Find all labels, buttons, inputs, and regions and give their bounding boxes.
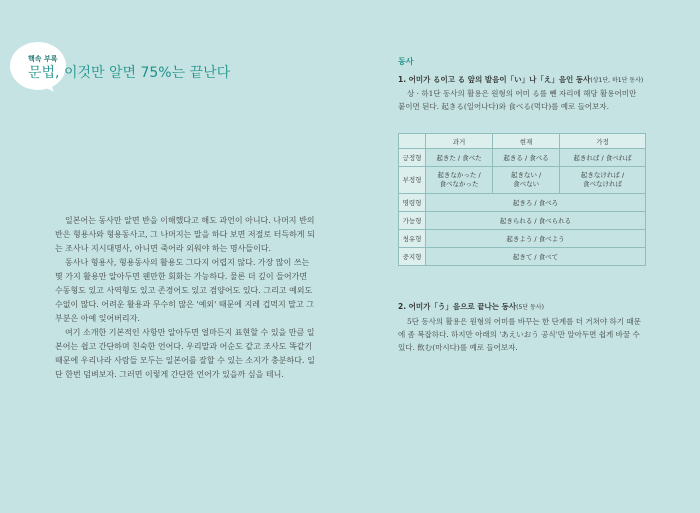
heading-1 bbox=[398, 74, 643, 85]
table-header-row bbox=[399, 134, 646, 149]
cell-line: 食べなければ bbox=[583, 180, 623, 188]
table-cell bbox=[493, 167, 560, 194]
cell-line: 起きなかった / bbox=[437, 171, 481, 179]
body-paragraph: 일본어는 동사만 알면 반을 이해했다고 해도 과언이 아니다. 나머지 반의 반은 형용사와 형용동사고, 그 나머지는 말을 하다 보면 저절로 터득하게 되는 조사나 지시대명사, 아니면 죽어라 외워야 하는 명사들이다. bbox=[55, 216, 315, 253]
table-cell: 起きよう / 食べよう bbox=[426, 230, 646, 248]
table-header-cell bbox=[399, 134, 426, 149]
left-body-text bbox=[55, 214, 317, 382]
row-label: 긍정형 bbox=[399, 149, 426, 167]
table-row bbox=[399, 248, 646, 266]
cell-line: 食べない bbox=[513, 180, 540, 188]
table-header-cell: 가정 bbox=[560, 134, 646, 149]
table-row bbox=[399, 149, 646, 167]
table-row bbox=[399, 230, 646, 248]
body-paragraph: 여기 소개한 기본적인 사항만 알아두면 얼마든지 표현할 수 있을 만큼 일본어는 쉽고 간단하며 친숙한 언어다. 우리말과 어순도 같고 조사도 똑같기 때문에 우리나라 사람들 모두는 일본어를 잘할 수 있는 소지가 충분하다. 일단 한번 덤벼보자. 그러면 이렇게 간단한 언어가 있을까 싶을 테니. bbox=[55, 328, 315, 379]
row-label: 청유형 bbox=[399, 230, 426, 248]
heading-2-text: 2. 어미가「う」음으로 끝나는 동사 bbox=[398, 302, 517, 311]
table-header-cell: 과거 bbox=[426, 134, 493, 149]
table-cell: 起きられる / 食べられる bbox=[426, 212, 646, 230]
page-title: 문법, 이것만 알면 75%는 끝난다 bbox=[28, 65, 231, 81]
cell-line: 起きなければ / bbox=[580, 171, 625, 179]
body-paragraph: 동사나 형용사, 형용동사의 활용도 그다지 어렵지 않다. 가장 많이 쓰는 몇 가지 활용만 알아두면 웬만한 회화는 가능하다. 물론 더 깊이 들어가면 수동형도 있고 사역형도 있고 존경어도 있고 겸양어도 있다. 그리고 예외도 수없이 많다. 어려운 활용과 무수히 많은 '예외' 때문에 지레 겁먹지 말고 그 부분은 아예 잊어버리자. bbox=[55, 258, 315, 323]
row-label: 부정형 bbox=[399, 167, 426, 194]
row-label: 명령형 bbox=[399, 194, 426, 212]
paragraph-2 bbox=[398, 315, 644, 354]
heading-1-text: 1. 어미가 る이고 る 앞의 발음이「い」나「え」음인 동사 bbox=[398, 75, 591, 84]
table-cell: 起きろ / 食べろ bbox=[426, 194, 646, 212]
table-row bbox=[399, 212, 646, 230]
table-cell: 起きる / 食べる bbox=[493, 149, 560, 167]
table-header-cell: 현재 bbox=[493, 134, 560, 149]
paragraph-1-text: 상 · 하1단 동사의 활용은 원형의 어미 る를 뺀 자리에 해당 활용어미만 붙이면 된다. 起きる(일어나다)와 食べる(먹다)를 예로 들어보자. bbox=[398, 89, 637, 111]
heading-2 bbox=[398, 301, 544, 312]
paragraph-1 bbox=[398, 87, 644, 113]
paragraph-2-text: 5단 동사의 활용은 원형의 어미를 바꾸는 한 단계를 더 거쳐야 하기 때문에 좀 복잡하다. 하지만 아래의 'あえいおう 공식'만 알아두면 쉽게 바꿀 수 있다. 飲む(마시다)를 예로 들어보자. bbox=[398, 317, 641, 352]
table-cell: 起きれば / 食べれば bbox=[560, 149, 646, 167]
conjugation-table bbox=[398, 133, 646, 266]
cell-line: 起きない / bbox=[510, 171, 542, 179]
table-row bbox=[399, 194, 646, 212]
table-cell: 起きて / 食べて bbox=[426, 248, 646, 266]
row-label: 가능형 bbox=[399, 212, 426, 230]
table-cell bbox=[560, 167, 646, 194]
appendix-label: 핵속 부록 bbox=[28, 55, 58, 63]
section-title: 동사 bbox=[398, 57, 414, 66]
table-row bbox=[399, 167, 646, 194]
table-cell bbox=[426, 167, 493, 194]
row-label: 중지형 bbox=[399, 248, 426, 266]
cell-line: 食べなかった bbox=[439, 180, 479, 188]
table-cell: 起きた / 食べた bbox=[426, 149, 493, 167]
heading-2-note: (5단 동사) bbox=[516, 304, 544, 311]
heading-1-note: (상1단, 하1단 동사) bbox=[590, 77, 644, 84]
